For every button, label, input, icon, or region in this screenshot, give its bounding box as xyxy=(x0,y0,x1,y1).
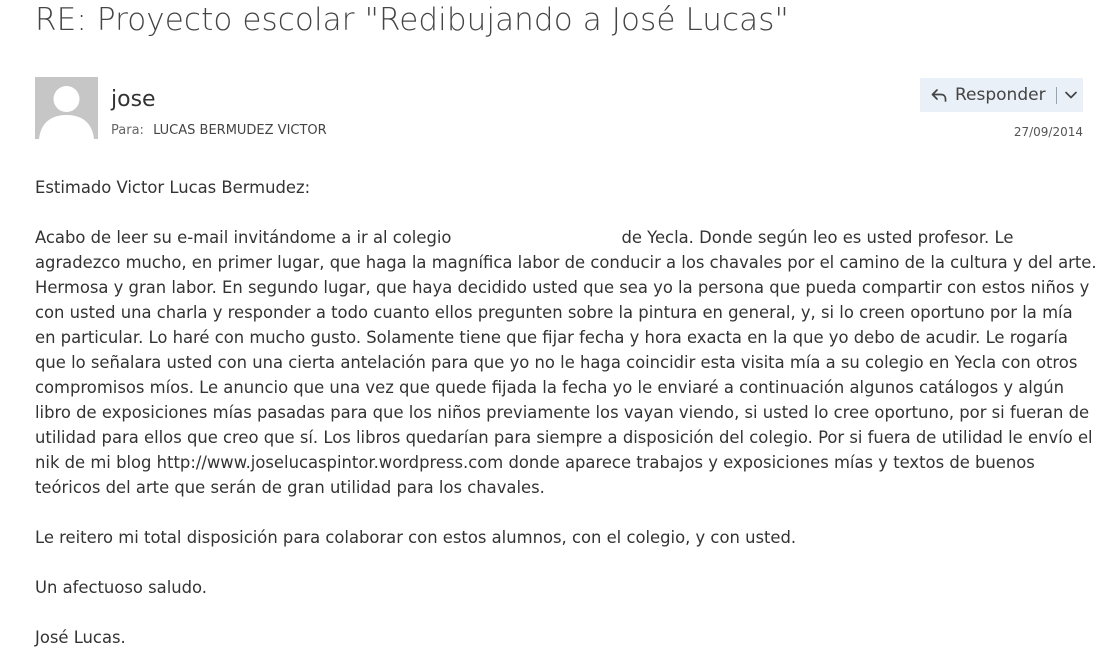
recipient-name[interactable]: LUCAS BERMUDEZ VICTOR xyxy=(153,123,327,138)
sender-avatar[interactable] xyxy=(35,77,98,139)
reply-divider xyxy=(1056,87,1057,104)
body-paragraph-closing-remark: Le reitero mi total disposición para colaborar con estos alumnos, con el colegio, y con usted. xyxy=(35,528,797,547)
email-date: 27/09/2014 xyxy=(1013,125,1083,139)
email-subject: RE: Proyecto escolar "Redibujando a José Lucas" xyxy=(35,2,789,38)
recipient-line xyxy=(111,123,327,138)
reply-arrow-icon xyxy=(930,86,948,104)
person-avatar-icon xyxy=(35,77,98,139)
signature: José Lucas. xyxy=(35,628,126,647)
email-body xyxy=(35,175,1097,658)
paragraph-start: Acabo de leer su e-mail invitándome a ir al colegio xyxy=(35,228,452,247)
paragraph-rest: de Yecla. Donde según leo es usted profesor. Le agradezco mucho, en primer lugar, que haga la magnífica labor de conducir a los chavales por el camino de la cultura y del arte. Hermosa y gran labor. En segundo lugar, que haya decidido usted que sea yo la persona que pueda compartir con estos niños y con usted una charla y responder a todo cuanto ellos pregunten sobre la pintura en general, y, si lo creen oportuno por la mía en particular. Lo haré con mucho gusto. Solamente tiene que fijar fecha y hora exacta en la que yo debo de acudir. Le rogaría que lo señalara usted con una cierta antelación para que yo no le haga coincidir esta visita mía a su colegio en Yecla con otros compromisos míos. Le anuncio que una vez que quede fijada la fecha yo le enviaré a continuación algunos catálogos y algún libro de exposiciones mías pasadas para que los niños previamente los vayan viendo, si usted lo cree oportuno, por si fueran de utilidad para ellos que creo que sí. Los libros quedarían para siempre a disposición del colegio. Por si fuera de utilidad le envío el nik de mi blog http://www.joselucaspintor.wordpress.com donde aparece trabajos y exposiciones mías y textos de buenos teóricos del arte que serán de gran utilidad para los chavales. xyxy=(35,228,1097,497)
reply-button-label: Responder xyxy=(955,85,1046,105)
chevron-down-icon[interactable] xyxy=(1063,87,1079,103)
reply-button[interactable] xyxy=(920,78,1083,112)
closing: Un afectuoso saludo. xyxy=(35,578,208,597)
body-paragraph-main xyxy=(35,225,1097,500)
greeting: Estimado Victor Lucas Bermudez: xyxy=(35,178,311,197)
recipient-label: Para: xyxy=(111,123,144,138)
sender-name[interactable]: jose xyxy=(111,87,156,112)
